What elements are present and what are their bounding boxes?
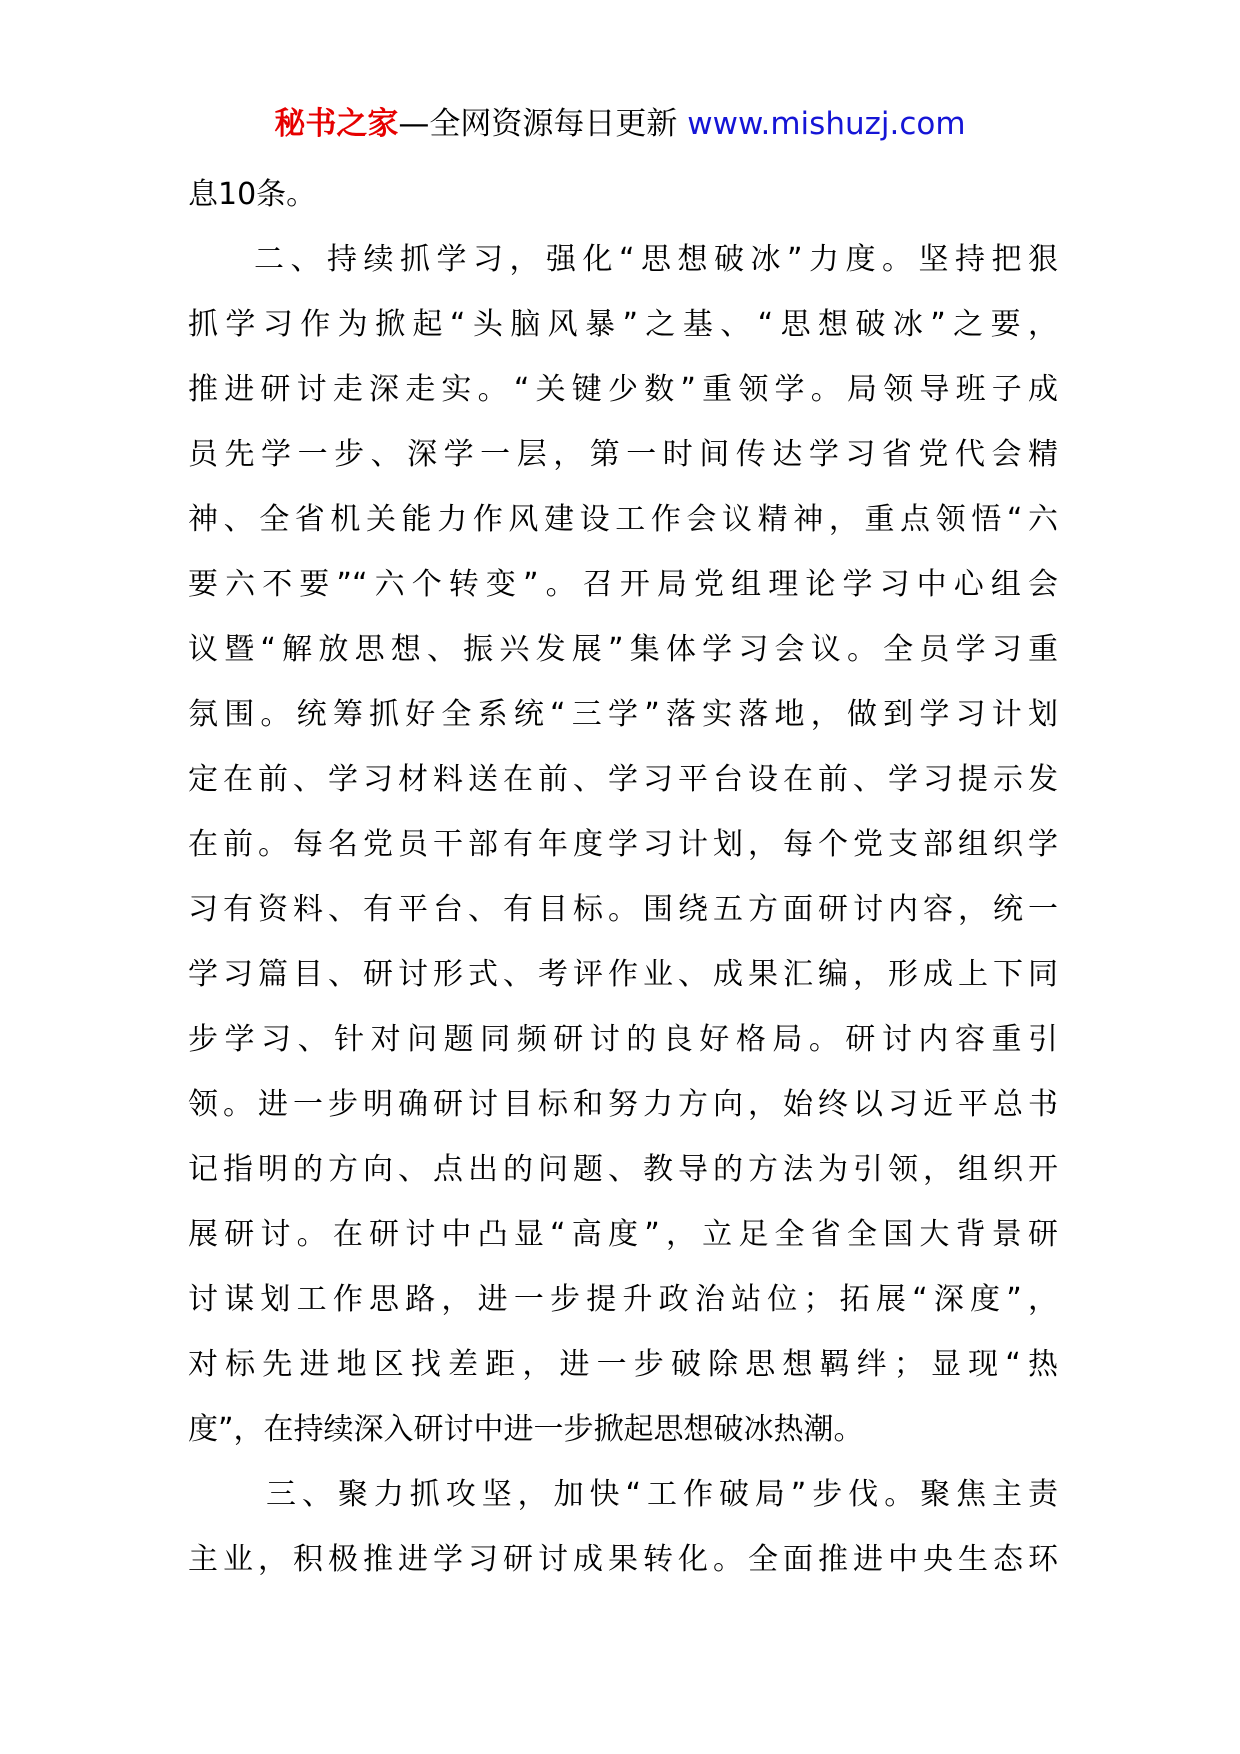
text-line: 记指明的方向、点出的问题、教导的方法为引领，组织开 xyxy=(188,1152,1058,1187)
page-header xyxy=(0,102,1240,146)
paragraph-3-start: 三、聚力抓攻坚，加快“工作破局”步伐。聚焦主责 xyxy=(266,1477,1058,1512)
brand-name: 秘书之家 xyxy=(274,106,399,142)
text-line: 定在前、学习材料送在前、学习平台设在前、学习提示发 xyxy=(188,762,1058,797)
text-line: 神、全省机关能力作风建设工作会议精神，重点领悟“六 xyxy=(188,502,1058,537)
document-body xyxy=(188,162,1058,1592)
text-line: 议暨“解放思想、振兴发展”集体学习会议。全员学习重 xyxy=(188,632,1058,667)
text-line: 主业，积极推进学习研讨成果转化。全面推进中央生态环 xyxy=(188,1542,1058,1577)
text-line: 对标先进地区找差距，进一步破除思想羁绊；显现“热 xyxy=(188,1347,1058,1382)
header-tagline: —全网资源每日更新 xyxy=(398,106,688,142)
text-line: 息10条。 xyxy=(188,177,317,212)
text-line: 度”，在持续深入研讨中进一步掀起思想破冰热潮。 xyxy=(188,1412,864,1447)
text-line: 展研讨。在研讨中凸显“高度”，立足全省全国大背景研 xyxy=(188,1217,1058,1252)
paragraph-2-start: 二、持续抓学习，强化“思想破冰”力度。坚持把狠 xyxy=(254,242,1058,277)
text-line: 员先学一步、深学一层，第一时间传达学习省党代会精 xyxy=(188,437,1058,472)
text-line: 氛围。统筹抓好全系统“三学”落实落地，做到学习计划 xyxy=(188,697,1058,732)
text-line: 步学习、针对问题同频研讨的良好格局。研讨内容重引 xyxy=(188,1022,1058,1057)
website-url[interactable]: www.mishuzj.com xyxy=(687,106,966,142)
text-line: 要六不要”“六个转变”。召开局党组理论学习中心组会 xyxy=(188,567,1058,602)
text-line: 抓学习作为掀起“头脑风暴”之基、“思想破冰”之要， xyxy=(188,307,1058,342)
text-line: 领。进一步明确研讨目标和努力方向，始终以习近平总书 xyxy=(188,1087,1058,1122)
text-line: 学习篇目、研讨形式、考评作业、成果汇编，形成上下同 xyxy=(188,957,1058,992)
text-line: 在前。每名党员干部有年度学习计划，每个党支部组织学 xyxy=(188,827,1058,862)
text-line: 讨谋划工作思路，进一步提升政治站位；拓展“深度”， xyxy=(188,1282,1058,1317)
text-line: 推进研讨走深走实。“关键少数”重领学。局领导班子成 xyxy=(188,372,1058,407)
text-line: 习有资料、有平台、有目标。围绕五方面研讨内容，统一 xyxy=(188,892,1058,927)
